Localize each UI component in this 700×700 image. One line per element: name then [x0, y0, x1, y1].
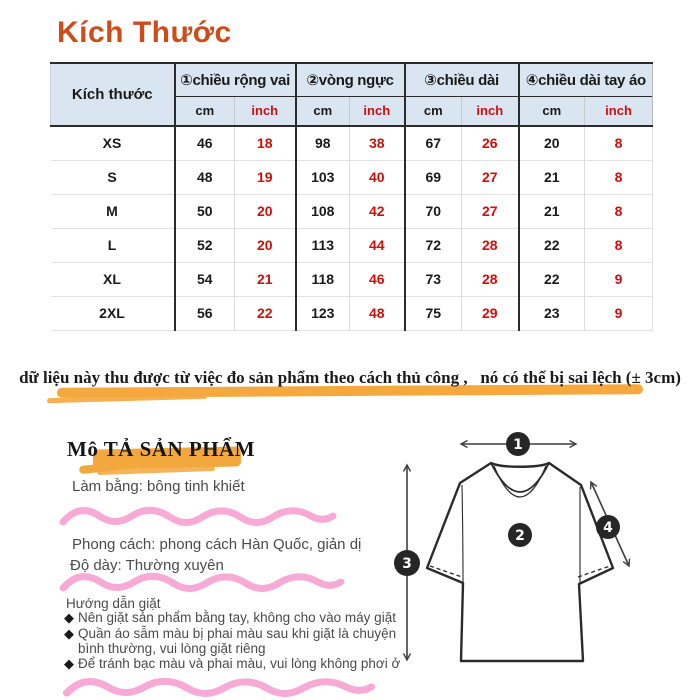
- unit-header-inch: inch: [350, 96, 405, 126]
- table-row-xl: [51, 262, 653, 296]
- value-cell: 21: [519, 194, 585, 228]
- value-cell: 73: [405, 262, 462, 296]
- value-cell: 72: [405, 228, 462, 262]
- svg-text:2: 2: [515, 528, 525, 544]
- col-group-shoulder-width: ①chiều rộng vai: [175, 63, 296, 96]
- label-circle-length: [394, 550, 420, 576]
- unit-header-inch: inch: [235, 96, 296, 126]
- value-cell: 123: [296, 296, 350, 330]
- size-label: XS: [51, 126, 175, 160]
- value-cell: 40: [350, 160, 405, 194]
- wash-item: [64, 627, 416, 656]
- label-circle-chest: [508, 523, 532, 547]
- size-label: XL: [51, 262, 175, 296]
- svg-text:1: 1: [513, 437, 523, 453]
- value-cell: 28: [462, 228, 519, 262]
- value-cell: 48: [350, 296, 405, 330]
- value-cell: 27: [462, 160, 519, 194]
- value-cell: 108: [296, 194, 350, 228]
- wavy-divider: [57, 503, 339, 531]
- value-cell: 19: [235, 160, 296, 194]
- unit-header-cm: cm: [296, 96, 350, 126]
- col-group-sleeve-length: ④chiều dài tay áo: [519, 63, 653, 96]
- value-cell: 103: [296, 160, 350, 194]
- size-label: M: [51, 194, 175, 228]
- wash-item-text: Quần áo sẫm màu bị phai màu sau khi giặt là chuyện bình thường, vui lòng giặt riêng: [78, 625, 397, 656]
- unit-header-cm: cm: [175, 96, 235, 126]
- value-cell: 98: [296, 126, 350, 160]
- tshirt-diagram: [388, 420, 660, 700]
- value-cell: 21: [519, 160, 585, 194]
- value-cell: 21: [235, 262, 296, 296]
- value-cell: 26: [462, 126, 519, 160]
- value-cell: 50: [175, 194, 235, 228]
- value-cell: 69: [405, 160, 462, 194]
- size-table: [50, 62, 653, 331]
- value-cell: 67: [405, 126, 462, 160]
- table-row-xs: [51, 126, 653, 160]
- value-cell: 113: [296, 228, 350, 262]
- col-group-length: ③chiều dài: [405, 63, 519, 96]
- wash-heading: Hướng dẫn giặt: [66, 596, 161, 611]
- style-line: Phong cách: phong cách Hàn Quốc, giản dị: [72, 536, 362, 553]
- value-cell: 52: [175, 228, 235, 262]
- value-cell: 8: [585, 160, 653, 194]
- table-row-s: [51, 160, 653, 194]
- diamond-bullet-icon: ◆: [64, 625, 74, 641]
- wash-item-text: Nên giặt sản phẩm bằng tay, không cho vào máy giặt: [78, 610, 396, 625]
- value-cell: 23: [519, 296, 585, 330]
- wash-item: [64, 611, 416, 626]
- value-cell: 20: [519, 126, 585, 160]
- value-cell: 8: [585, 228, 653, 262]
- size-label: 2XL: [51, 296, 175, 330]
- unit-header-cm: cm: [405, 96, 462, 126]
- wash-item: [64, 657, 416, 672]
- value-cell: 20: [235, 194, 296, 228]
- value-cell: 29: [462, 296, 519, 330]
- unit-header-inch: inch: [462, 96, 519, 126]
- wash-item-text: Để tránh bạc màu và phai màu, vui lòng không phơi ở: [78, 656, 401, 672]
- wavy-divider: [60, 674, 378, 700]
- description-heading: [67, 437, 255, 467]
- table-row-m: [51, 194, 653, 228]
- wash-instructions: [64, 611, 416, 673]
- value-cell: 46: [175, 126, 235, 160]
- diamond-bullet-icon: ◆: [64, 656, 74, 672]
- value-cell: 22: [235, 296, 296, 330]
- measurement-note: [0, 368, 700, 388]
- measurement-note-text: dữ liệu này thu được từ việc đo sản phẩm theo cách thủ công , nó có thể bị sai lệch (± 3cm): [19, 368, 681, 387]
- value-cell: 28: [462, 262, 519, 296]
- value-cell: 20: [235, 228, 296, 262]
- value-cell: 27: [462, 194, 519, 228]
- value-cell: 18: [235, 126, 296, 160]
- value-cell: 22: [519, 228, 585, 262]
- value-cell: 38: [350, 126, 405, 160]
- value-cell: 8: [585, 194, 653, 228]
- svg-text:4: 4: [603, 520, 613, 536]
- value-cell: 70: [405, 194, 462, 228]
- value-cell: 48: [175, 160, 235, 194]
- label-circle-shoulder: [506, 432, 530, 456]
- col-group-chest: ②vòng ngực: [296, 63, 405, 96]
- material-line: Làm bằng: bông tinh khiết: [72, 478, 245, 495]
- unit-header-inch: inch: [585, 96, 653, 126]
- label-circle-sleeve: [596, 515, 620, 539]
- value-cell: 9: [585, 262, 653, 296]
- value-cell: 46: [350, 262, 405, 296]
- thickness-line: Độ dày: Thường xuyên: [70, 557, 224, 574]
- size-label: S: [51, 160, 175, 194]
- value-cell: 9: [585, 296, 653, 330]
- value-cell: 54: [175, 262, 235, 296]
- description-heading-text: Mô TẢ SẢN PHẨM: [67, 437, 256, 461]
- diamond-bullet-icon: ◆: [64, 610, 74, 625]
- table-row-l: [51, 228, 653, 262]
- value-cell: 118: [296, 262, 350, 296]
- table-row-2xl: [51, 296, 653, 330]
- wavy-divider: [57, 569, 347, 597]
- page-title: Kích Thước: [57, 16, 232, 49]
- unit-header-cm: cm: [519, 96, 585, 126]
- value-cell: 56: [175, 296, 235, 330]
- value-cell: 44: [350, 228, 405, 262]
- value-cell: 8: [585, 126, 653, 160]
- size-label: L: [51, 228, 175, 262]
- value-cell: 22: [519, 262, 585, 296]
- value-cell: 42: [350, 194, 405, 228]
- table-corner-header: Kích thước: [51, 63, 175, 126]
- value-cell: 75: [405, 296, 462, 330]
- svg-text:3: 3: [402, 556, 412, 572]
